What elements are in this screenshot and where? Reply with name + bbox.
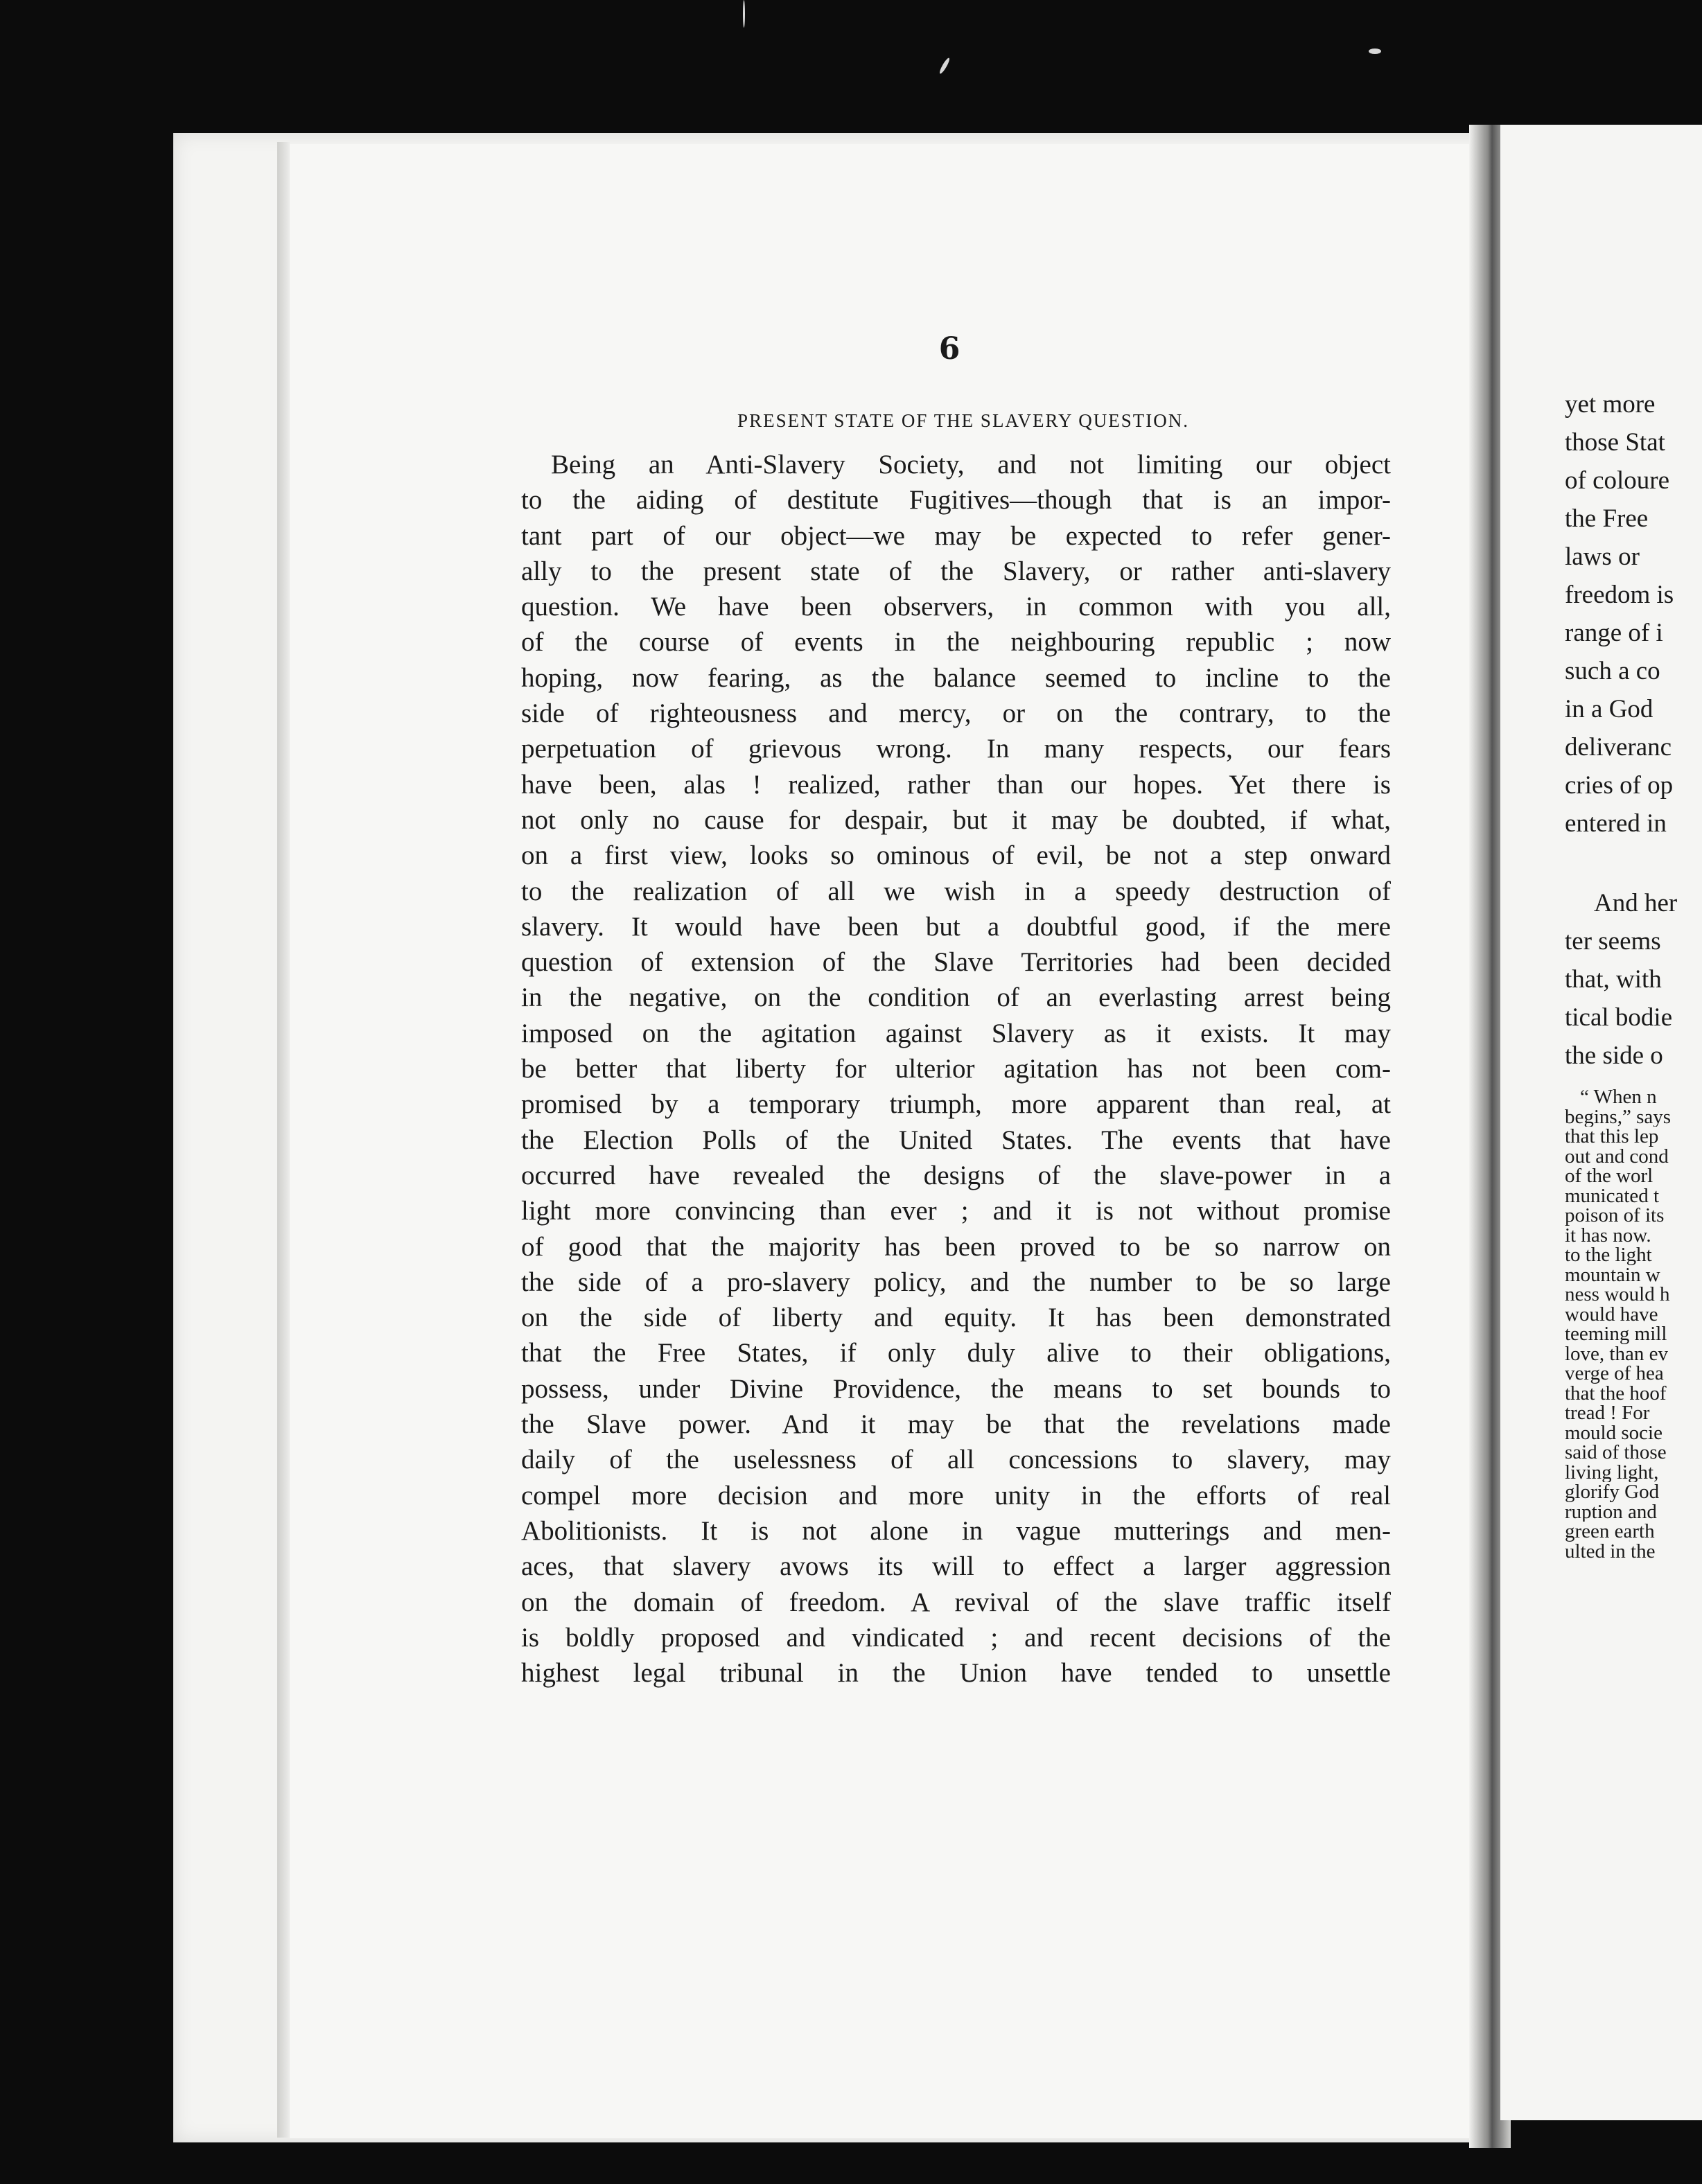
text-line: hoping, now fearing, as the balance seemed to incline to the bbox=[521, 662, 1391, 693]
text-line: ally to the present state of the Slavery, or rather anti-slavery bbox=[521, 556, 1391, 586]
facing-footnote-line: teeming mill bbox=[1565, 1324, 1667, 1344]
text-line: possess, under Divine Providence, the means to set bounds to bbox=[521, 1373, 1391, 1404]
text-line: daily of the uselessness of all concessions to slavery, may bbox=[521, 1445, 1391, 1475]
facing-footnote-line: mould socie bbox=[1565, 1423, 1662, 1443]
text-line: to the realization of all we wish in a speedy destruction of bbox=[521, 876, 1391, 906]
text-line: the side of a pro-slavery policy, and the number to be so large bbox=[521, 1267, 1391, 1297]
text-line: highest legal tribunal in the Union have tended to unsettle bbox=[521, 1658, 1391, 1689]
facing-footnote-line: glorify God bbox=[1565, 1482, 1660, 1502]
facing-footnote-line: green earth bbox=[1565, 1522, 1655, 1542]
text-line: compel more decision and more unity in the efforts of real bbox=[521, 1480, 1391, 1511]
text-line: side of righteousness and mercy, or on the contrary, to the bbox=[521, 698, 1391, 729]
facing-text-line: freedom is bbox=[1565, 581, 1674, 609]
facing-text-line: that, with bbox=[1565, 965, 1662, 994]
facing-text-line: entered in bbox=[1565, 809, 1667, 838]
facing-footnote-line: “ When n bbox=[1580, 1087, 1657, 1107]
text-line: the Slave power. And it may be that the revelations made bbox=[521, 1409, 1391, 1440]
text-line: the Election Polls of the United States. The events that have bbox=[521, 1125, 1391, 1155]
scan-speck bbox=[938, 57, 951, 75]
facing-footnote-line: out and cond bbox=[1565, 1146, 1669, 1166]
facing-text-line: the Free bbox=[1565, 504, 1649, 533]
facing-footnote-line: ness would h bbox=[1565, 1285, 1670, 1305]
facing-text-line: ter seems bbox=[1565, 927, 1661, 956]
text-line: on a first view, looks so ominous of evil, be not a step onward bbox=[521, 840, 1391, 871]
facing-footnote-line: would have bbox=[1565, 1304, 1658, 1324]
text-line: that the Free States, if only duly alive to their obligations, bbox=[521, 1338, 1391, 1368]
text-line: on the side of liberty and equity. It has been demonstrated bbox=[521, 1303, 1391, 1333]
facing-footnote-line: living light, bbox=[1565, 1462, 1659, 1482]
text-line: in the negative, on the condition of an everlasting arrest being bbox=[521, 983, 1391, 1013]
facing-footnote-line: verge of hea bbox=[1565, 1364, 1664, 1384]
facing-text-line: tical bodie bbox=[1565, 1003, 1673, 1032]
left-page-edge bbox=[277, 142, 290, 2138]
text-line: imposed on the agitation against Slavery as it exists. It may bbox=[521, 1018, 1391, 1048]
facing-footnote-line: tread ! For bbox=[1565, 1403, 1650, 1423]
text-line: occurred have revealed the designs of the slave-power in a bbox=[521, 1160, 1391, 1190]
scan-speck bbox=[743, 0, 745, 28]
text-line: light more convincing than ever ; and it is not without promise bbox=[521, 1196, 1391, 1226]
text-line: slavery. It would have been but a doubtful good, if the mere bbox=[521, 911, 1391, 942]
text-line: question. We have been observers, in common with you all, bbox=[521, 592, 1391, 622]
page-number: 6 bbox=[938, 331, 960, 367]
facing-footnote-line: it has now. bbox=[1565, 1225, 1651, 1245]
facing-footnote-line: that the hoof bbox=[1565, 1383, 1667, 1403]
text-line: aces, that slavery avows its will to effect a larger aggression bbox=[521, 1551, 1391, 1582]
facing-footnote-line: love, than ev bbox=[1565, 1344, 1668, 1364]
facing-text-line: such a co bbox=[1565, 657, 1660, 685]
scan-speck bbox=[1369, 49, 1381, 54]
body-text bbox=[521, 447, 1391, 1691]
facing-text-line: laws or bbox=[1565, 543, 1640, 571]
facing-footnote-line: municated t bbox=[1565, 1186, 1660, 1206]
facing-footnote-line: that this lep bbox=[1565, 1127, 1659, 1147]
facing-footnote-line: mountain w bbox=[1565, 1265, 1660, 1285]
text-line: promised by a temporary triumph, more apparent than real, at bbox=[521, 1089, 1391, 1120]
facing-footnote-line: poison of its bbox=[1565, 1206, 1665, 1226]
text-line: perpetuation of grievous wrong. In many respects, our fears bbox=[521, 734, 1391, 764]
facing-text-line: And her bbox=[1594, 889, 1678, 917]
facing-text-line: deliveranc bbox=[1565, 733, 1672, 761]
facing-text-line: of coloure bbox=[1565, 466, 1670, 495]
text-line: of good that the majority has been proved to be so narrow on bbox=[521, 1231, 1391, 1262]
text-line: have been, alas ! realized, rather than our hopes. Yet there is bbox=[521, 769, 1391, 800]
text-line: of the course of events in the neighbouring republic ; now bbox=[521, 627, 1391, 658]
text-line: be better that liberty for ulterior agitation has not been com- bbox=[521, 1054, 1391, 1084]
facing-footnote-line: to the light bbox=[1565, 1245, 1652, 1265]
facing-footnote-line: ulted in the bbox=[1565, 1541, 1656, 1561]
text-line: is boldly proposed and vindicated ; and recent decisions of the bbox=[521, 1622, 1391, 1653]
facing-footnote-line: of the worl bbox=[1565, 1166, 1653, 1186]
text-line: not only no cause for despair, but it may be doubted, if what, bbox=[521, 804, 1391, 835]
text-line: Abolitionists. It is not alone in vague mutterings and men- bbox=[521, 1515, 1391, 1546]
facing-footnote-line: said of those bbox=[1565, 1443, 1667, 1463]
text-line: tant part of our object—we may be expected to refer gener- bbox=[521, 520, 1391, 551]
text-line: to the aiding of destitute Fugitives—though that is an impor- bbox=[521, 485, 1391, 516]
facing-footnote-line: begins,” says bbox=[1565, 1107, 1672, 1127]
facing-text-line: in a God bbox=[1565, 695, 1653, 723]
facing-text-line: cries of op bbox=[1565, 771, 1674, 800]
section-heading: PRESENT STATE OF THE SLAVERY QUESTION. bbox=[737, 410, 1189, 431]
facing-text-line: range of i bbox=[1565, 619, 1663, 647]
facing-footnote-line: ruption and bbox=[1565, 1502, 1657, 1522]
facing-text-line: those Stat bbox=[1565, 428, 1665, 457]
text-line: Being an Anti-Slavery Society, and not limiting our object bbox=[551, 450, 1391, 479]
facing-page-text bbox=[1565, 385, 1702, 1561]
text-line: question of extension of the Slave Territories had been decided bbox=[521, 947, 1391, 978]
facing-text-line: the side o bbox=[1565, 1041, 1663, 1070]
text-line: on the domain of freedom. A revival of the slave traffic itself bbox=[521, 1587, 1391, 1617]
facing-text-line: yet more bbox=[1565, 390, 1656, 419]
